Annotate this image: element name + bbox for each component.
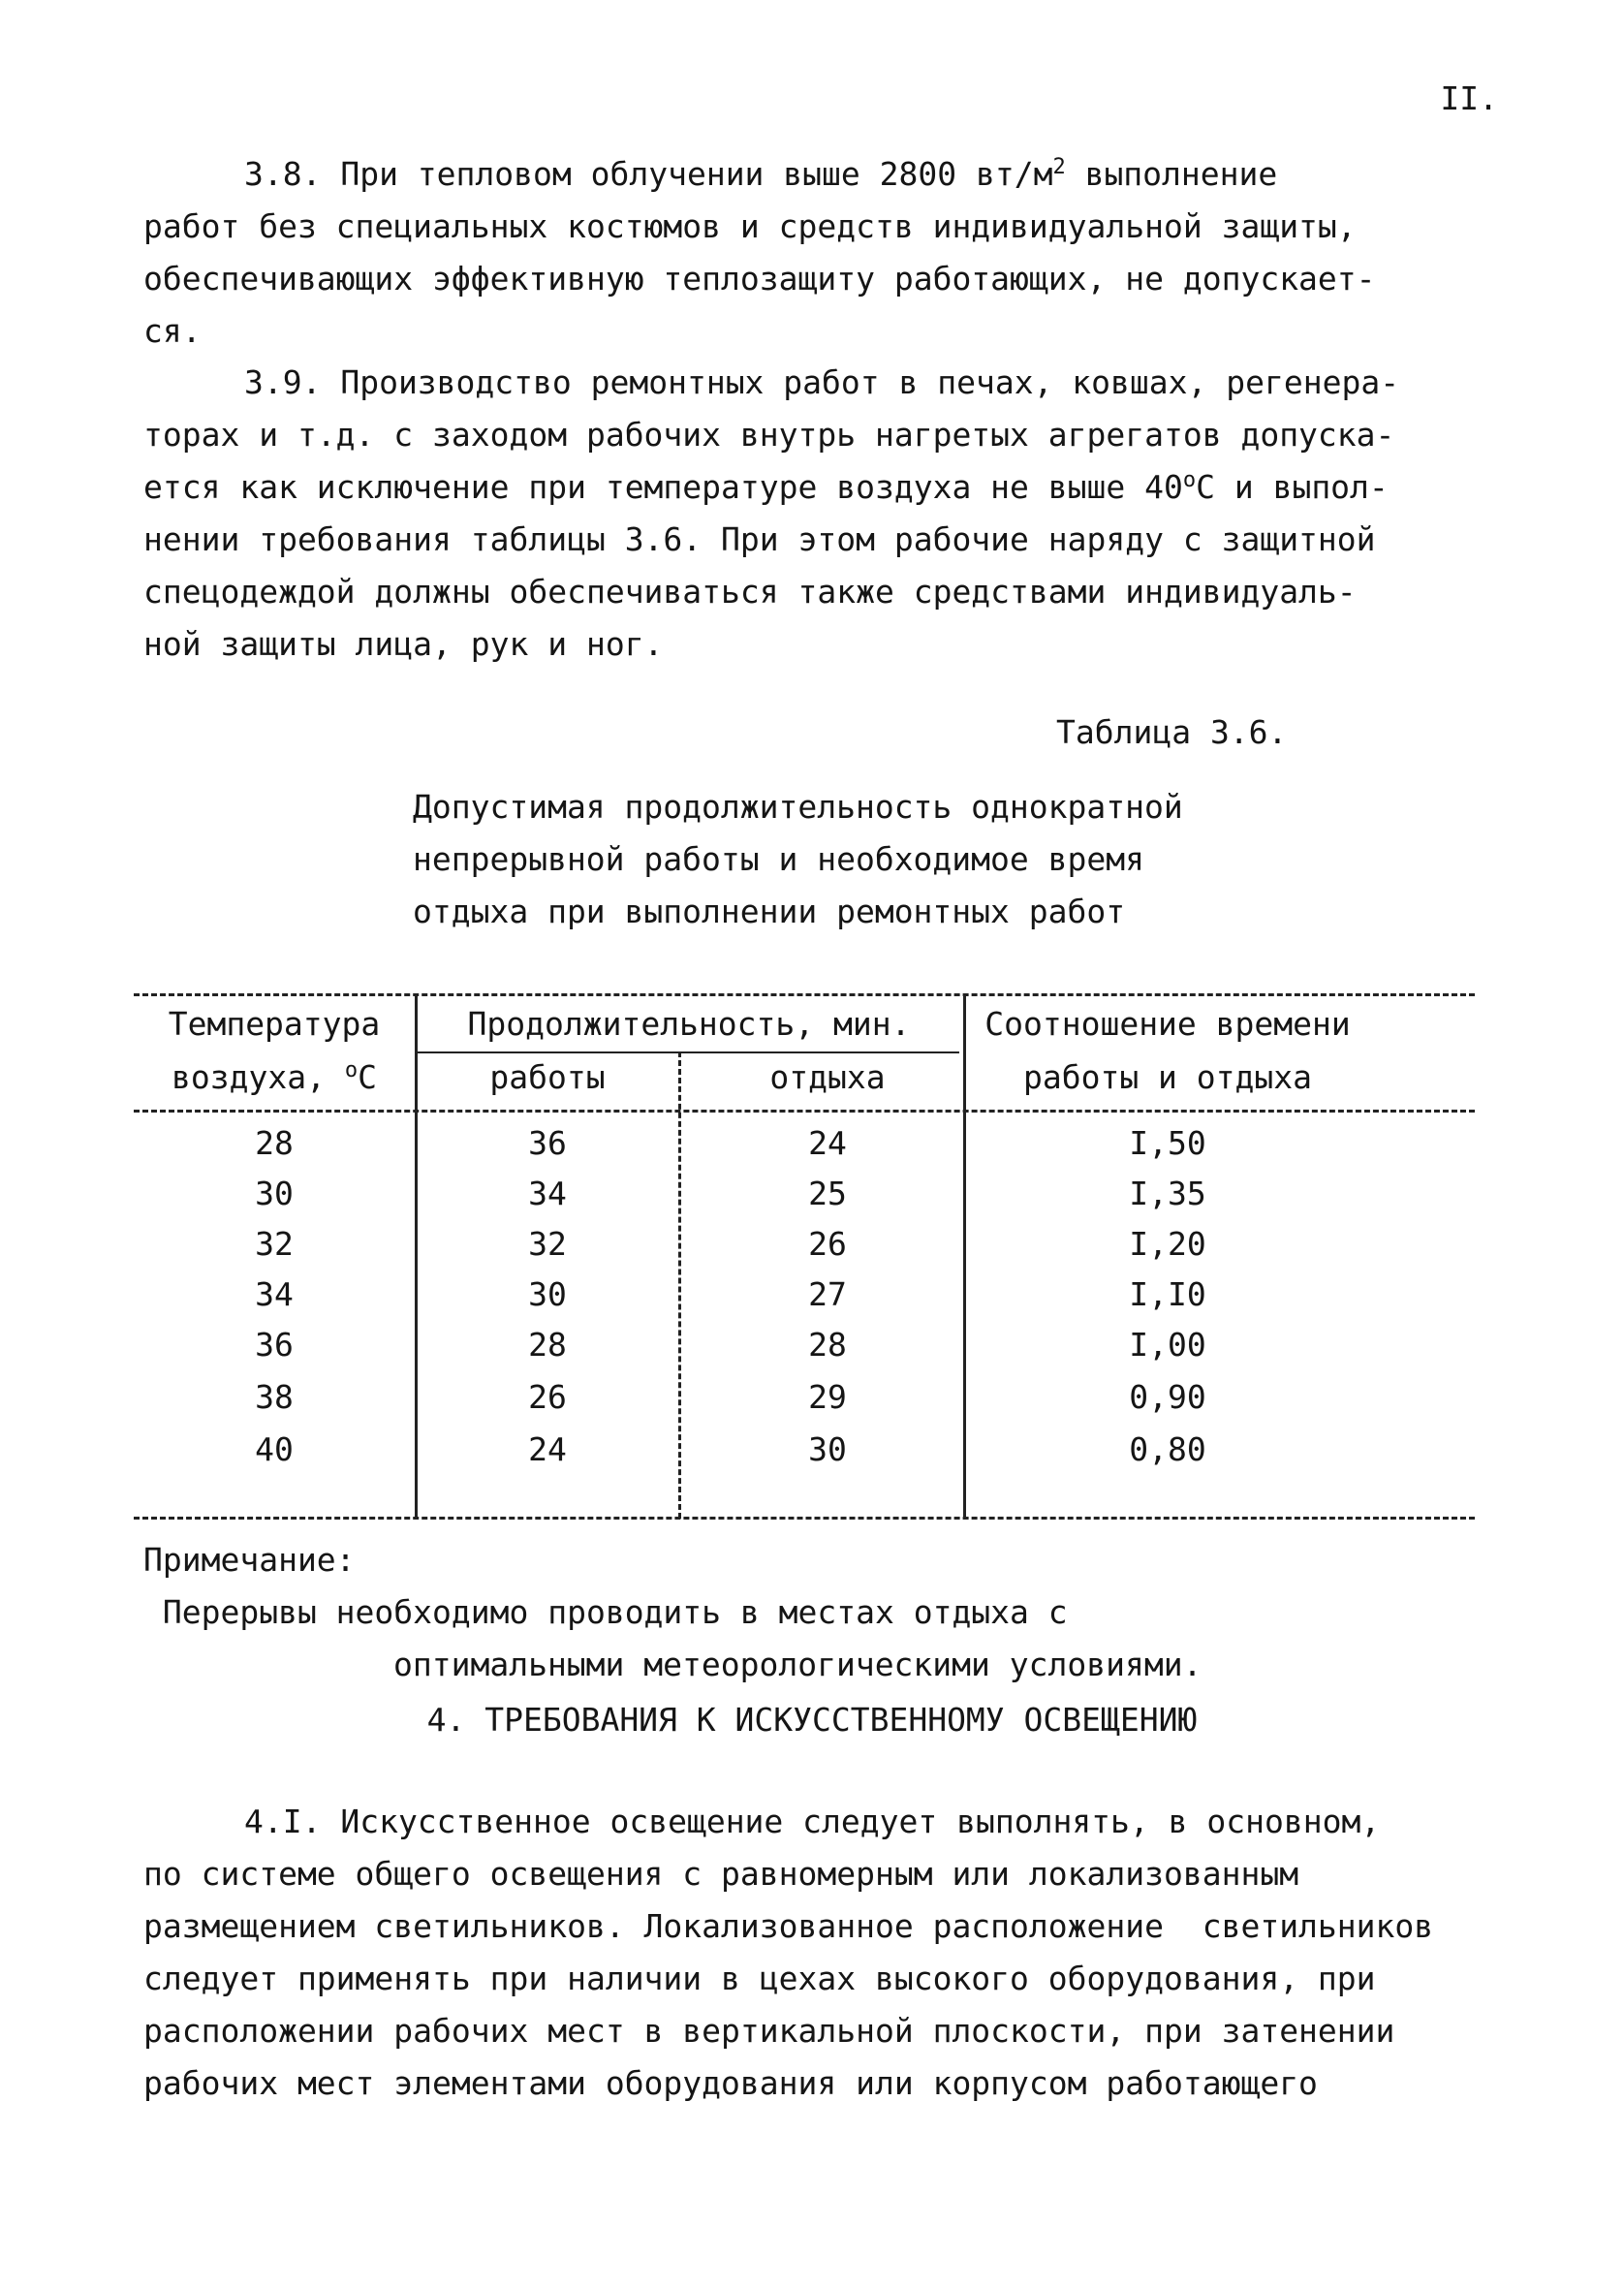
cell-work: 24 bbox=[528, 1430, 567, 1468]
cell-rest: 27 bbox=[808, 1275, 847, 1313]
note-line: оптимальными метеорологическими условиями. bbox=[393, 1646, 1202, 1683]
cell-temperature: 36 bbox=[255, 1326, 294, 1364]
cell-rest: 26 bbox=[808, 1225, 847, 1263]
cell-rest: 24 bbox=[808, 1124, 847, 1162]
cell-rest: 29 bbox=[808, 1378, 847, 1416]
paragraph-3-9 bbox=[143, 357, 1500, 671]
header-temperature: Температура bbox=[168, 1005, 381, 1043]
header-duration: Продолжительность, мин. bbox=[467, 1005, 911, 1043]
cell-work: 36 bbox=[528, 1124, 567, 1162]
paragraph-line: 4.I. Искусственное освещение следует выполнять, в основном, bbox=[244, 1803, 1381, 1840]
cell-work: 34 bbox=[528, 1175, 567, 1212]
cell-work: 32 bbox=[528, 1225, 567, 1263]
paragraph-line: по системе общего освещения с равномерным или локализованным bbox=[143, 1855, 1299, 1893]
paragraph-line: рабочих мест элементами оборудования или корпусом работающего bbox=[143, 2064, 1318, 2102]
paragraph-line: следует применять при наличии в цехах высокого оборудования, при bbox=[143, 1960, 1376, 1997]
table-row bbox=[0, 1275, 1624, 1326]
paragraph-line: торах и т.д. с заходом рабочих внутрь нагретых агрегатов допуска- bbox=[143, 416, 1395, 454]
paragraph-line: ся. bbox=[143, 312, 202, 350]
note-label: Примечание: bbox=[143, 1541, 356, 1579]
table-row bbox=[0, 1225, 1624, 1275]
table-row bbox=[0, 1326, 1624, 1376]
paragraph-line: 3.8. При тепловом облучении выше 2800 $вт/м^2$ выполнение bbox=[244, 155, 1278, 193]
paragraph-line: размещением светильников. Локализованное расположение светильников bbox=[143, 1907, 1434, 1945]
paragraph-line: 3.9. Производство ремонтных работ в печах, ковшах, регенера- bbox=[244, 363, 1400, 401]
cell-ratio: I,00 bbox=[1129, 1326, 1206, 1364]
page-number: II. bbox=[1440, 79, 1498, 117]
cell-rest: 28 bbox=[808, 1326, 847, 1364]
cell-work: 26 bbox=[528, 1378, 567, 1416]
section-heading: 4. ТРЕБОВАНИЯ К ИСКУССТВЕННОМУ ОСВЕЩЕНИЮ bbox=[426, 1701, 1198, 1739]
paragraph-line: ется как исключение при температуре воздуха не выше 40$^o$С и выпол- bbox=[143, 468, 1389, 506]
table-bottom-rule bbox=[134, 1517, 1475, 1520]
table-row bbox=[0, 1175, 1624, 1225]
table-note bbox=[143, 1534, 1202, 1691]
cell-temperature: 38 bbox=[255, 1378, 294, 1416]
table-row bbox=[0, 1124, 1624, 1175]
paragraph-3-8 bbox=[143, 148, 1500, 358]
header-temperature-unit: воздуха, $^o$С bbox=[172, 1058, 377, 1096]
table-header-rule bbox=[134, 1110, 1475, 1113]
table-title-line: непрерывной работы и необходимое время bbox=[413, 840, 1144, 878]
cell-ratio: 0,80 bbox=[1129, 1430, 1206, 1468]
table-title-line: Допустимая продолжительность однократной bbox=[413, 788, 1183, 826]
table-row bbox=[0, 1430, 1624, 1481]
table-title-line: отдыха при выполнении ремонтных работ bbox=[413, 893, 1126, 930]
cell-ratio: I,20 bbox=[1129, 1225, 1206, 1263]
cell-ratio: I,50 bbox=[1129, 1124, 1206, 1162]
header-ratio-line2: работы и отдыха bbox=[1022, 1058, 1312, 1096]
paragraph-line: расположении рабочих мест в вертикальной плоскости, при затенении bbox=[143, 2012, 1395, 2050]
cell-work: 28 bbox=[528, 1326, 567, 1364]
subheader-rule bbox=[417, 1051, 959, 1053]
paragraph-line: ной защиты лица, рук и ног. bbox=[143, 625, 664, 663]
cell-rest: 25 bbox=[808, 1175, 847, 1212]
paragraph-4-1 bbox=[143, 1796, 1500, 2110]
header-ratio: Соотношение времени bbox=[984, 1005, 1351, 1043]
table-caption: Таблица 3.6. bbox=[1056, 713, 1288, 751]
paragraph-line: спецодеждой должны обеспечиваться также средствами индивидуаль- bbox=[143, 573, 1357, 611]
header-work: работы bbox=[489, 1058, 606, 1096]
paragraph-line: нении требования таблицы 3.6. При этом рабочие наряду с защитной bbox=[143, 520, 1376, 558]
cell-work: 30 bbox=[528, 1275, 567, 1313]
cell-temperature: 34 bbox=[255, 1275, 294, 1313]
header-rest: отдыха bbox=[769, 1058, 886, 1096]
cell-temperature: 30 bbox=[255, 1175, 294, 1212]
table-title bbox=[413, 781, 1183, 938]
paragraph-line: обеспечивающих эффективную теплозащиту работающих, не допускает- bbox=[143, 260, 1376, 298]
cell-temperature: 28 bbox=[255, 1124, 294, 1162]
cell-temperature: 40 bbox=[255, 1430, 294, 1468]
note-line: Примечание: Перерывы необходимо проводить в местах отдыха с bbox=[143, 1534, 1202, 1639]
cell-ratio: 0,90 bbox=[1129, 1378, 1206, 1416]
cell-ratio: I,35 bbox=[1129, 1175, 1206, 1212]
paragraph-line: работ без специальных костюмов и средств индивидуальной защиты, bbox=[143, 207, 1357, 245]
cell-ratio: I,I0 bbox=[1129, 1275, 1206, 1313]
table-row bbox=[0, 1378, 1624, 1428]
cell-temperature: 32 bbox=[255, 1225, 294, 1263]
table-top-rule bbox=[134, 993, 1475, 996]
cell-rest: 30 bbox=[808, 1430, 847, 1468]
